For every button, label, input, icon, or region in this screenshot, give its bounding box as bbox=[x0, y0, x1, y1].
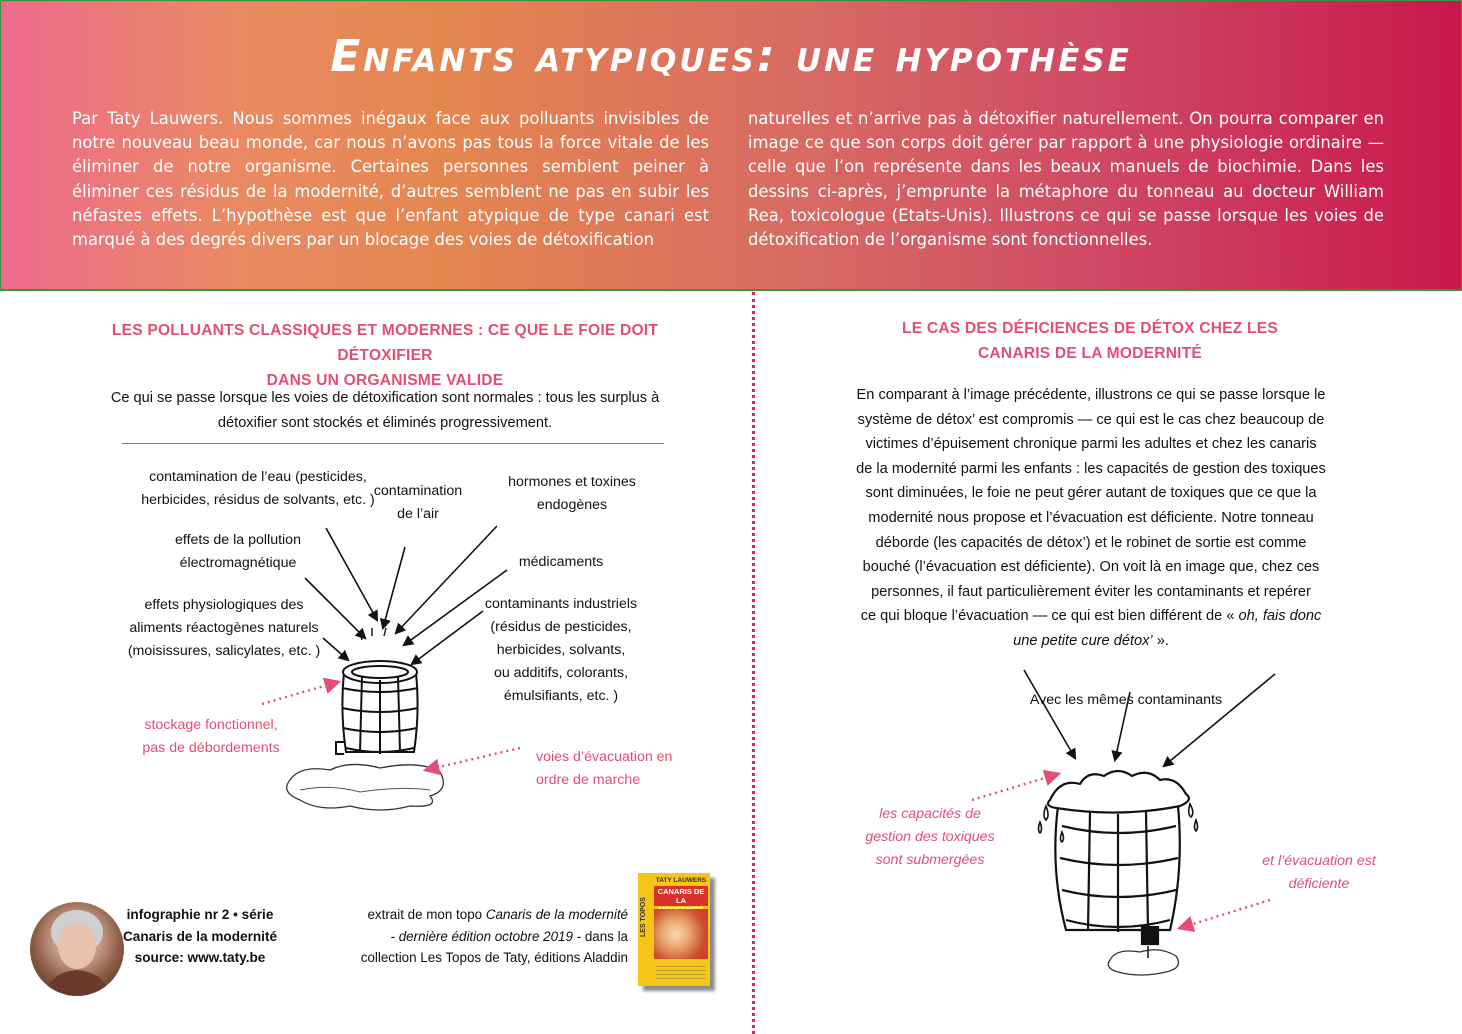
right-barrel bbox=[1048, 771, 1189, 944]
book-extract-note: extrait de mon topo Canaris de la modernité - dernière édition octobre 2019 - dans la collection Les Topos de Taty, éditions Aladdin bbox=[360, 907, 628, 965]
left-section-title: LES POLLUANTS CLASSIQUES ET MODERNES : CE QUE LE FOIE DOIT DÉTOXIFIER DANS UN ORGANISME VALIDE bbox=[111, 322, 659, 389]
left-contaminant-arrows bbox=[305, 526, 507, 664]
label-medications: médicaments bbox=[518, 554, 604, 570]
author-avatar bbox=[30, 902, 124, 996]
left-barrel bbox=[336, 661, 418, 754]
right-body-text: En comparant à l’image précédente, illustrons ce qui se passe lorsque le système de détox’ est compromis — ce qui est le cas chez beaucoup de victimes d’épuisement chronique parmi les adultes et chez les canaris de la modernité parmi les enfants : les capacités de gestion des toxiques sont diminuées, le foie ne peut gérer autant de toxiques que ce que la modernité nous propose et l’évacuation est déficiente. Notre tonneau déborde (les capacités de détox’) et le robinet de sortie est comme bouché (l’évacuation est déficiente). On voit là en image que, chez ces personnes, il faut particulièrement éviter les contaminants et repérer ce qui bloque l’évacuation — ce qui est bien différent de « oh, fais donc une petite cure détox’ ». bbox=[856, 387, 1326, 649]
page-title: Enfants atypiques: une hypothèse bbox=[330, 31, 1132, 82]
label-electromagnetic: effets de la pollution électromagnétique bbox=[175, 532, 301, 571]
impact-marks bbox=[360, 628, 386, 640]
left-lead-text: Ce qui se passe lorsque les voies de détoxification sont normales : tous les surplus à détoxifier sont stockés et éliminés progressivement. bbox=[110, 390, 660, 431]
right-section-title: LE CAS DES DÉFICIENCES DE DÉTOX CHEZ LES CANARIS DE LA MODERNITÉ bbox=[902, 320, 1278, 362]
right-puddle bbox=[1108, 950, 1178, 975]
label-submerged: les capacités de gestion des toxiques sont submergées bbox=[865, 806, 995, 868]
right-contaminant-arrows bbox=[1024, 670, 1275, 766]
infographic-credits: infographie nr 2 • série Canaris de la modernité source: www.taty.be bbox=[122, 907, 278, 965]
label-same-contaminants: Avec les mêmes contaminants bbox=[1029, 692, 1223, 708]
label-water-contamination: contamination de l’eau (pesticides, herbicides, résidus de solvants, etc. ) bbox=[141, 469, 375, 508]
label-deficient: et l’évacuation est déficiente bbox=[1262, 853, 1376, 892]
left-puddle bbox=[287, 764, 444, 810]
evacuation-arrow bbox=[426, 748, 520, 770]
label-hormones: hormones et toxines endogènes bbox=[508, 474, 636, 513]
deficient-arrow bbox=[1180, 900, 1270, 928]
label-industrial-contaminants: contaminants industriels (résidus de pesticides, herbicides, solvants, ou additifs, colorants, émulsifiants, etc. ) bbox=[484, 596, 638, 704]
label-evacuation: voies d’évacuation en ordre de marche bbox=[536, 749, 673, 788]
storage-arrow bbox=[262, 682, 338, 704]
label-storage: stockage fonctionnel, pas de débordements bbox=[142, 717, 280, 756]
book-cover: LES TOPOS TATY LAUWERS CANARIS DE LA bbox=[638, 873, 710, 986]
label-reactogenic-foods: effets physiologiques des aliments réactogènes naturels (moisissures, salicylates, etc. ) bbox=[127, 597, 321, 659]
submerged-arrow bbox=[972, 774, 1058, 800]
intro-text-right: naturelles et n’arrive pas à détoxifier naturellement. On pourra comparer en image ce que son corps doit gérer par rapport à une physiologie ordinaire — celle que l’on représente dans les beaux manuels de biochimie. Dans les dessins ci-après, j’emprunte la métaphore du tonneau au docteur William Rea, toxicologue (Etats-Unis). Illustrons ce qui se passe lorsque les voies de détoxification de l’organisme sont fonctionnelles. bbox=[748, 109, 1384, 250]
label-air-contamination: contamination de l’air bbox=[373, 483, 463, 522]
intro-text-left: Par Taty Lauwers. Nous sommes inégaux face aux polluants invisibles de notre nouveau beau monde, car nous n’avons pas tous la force vitale de les éliminer de notre organisme. Certaines personnes semblent peiner à éliminer ces résidus de la modernité, d’autres semblent ne pas en subir les néfastes effets. L’hypothèse est que l’enfant atypique de type canari est marqué à des degrés divers par un blocage des voies de détoxification bbox=[72, 109, 709, 250]
